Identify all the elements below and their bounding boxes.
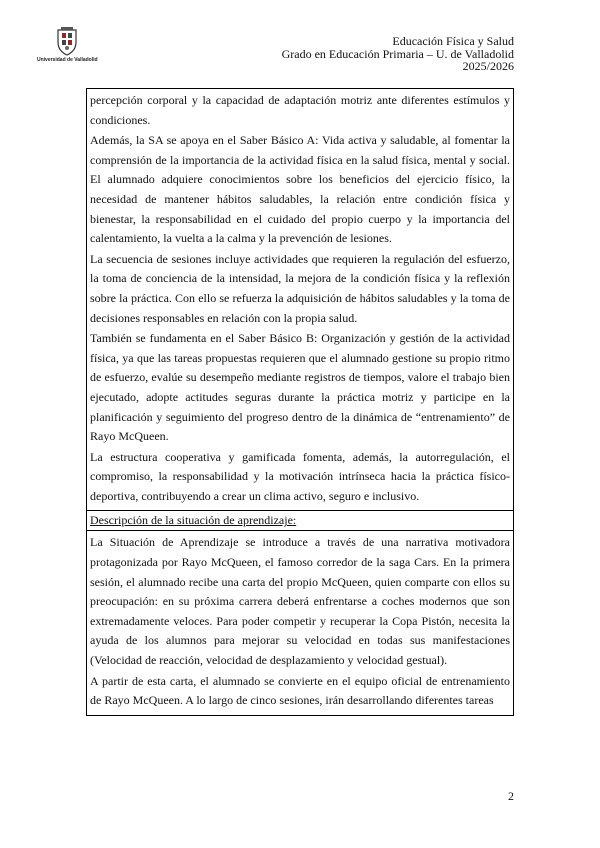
paragraph: También se fundamenta en el Saber Básico B: Organización y gestión de la actividad física, ya que las tareas propuestas requieren que el alumnado gestione su propio ritmo de esfuerzo, evalúe su desempeño mediante registros de tiempos, valore el trabajo bien ejecutado, adopte actitudes seguras durante la práctica motriz y participe en la planificación y seguimiento del progreso dentro de la dinámica de “entrenamiento” de Rayo McQueen. (90, 331, 510, 444)
paragraph: La Situación de Aprendizaje se introduce a través de una narrativa motivadora protagonizada por Rayo McQueen, el famoso corredor de la saga Cars. En la primera sesión, el alumnado recibe una carta del propio McQueen, quien comparte con ellos su preocupación: en su próxima carrera deberá enfrentarse a coches modernos que son extremadamente veloces. Para poder competir y recuperar la Copa Pistón, necesita la ayuda de los alumnos para mejorar su velocidad en todas sus manifestaciones (Velocidad de reacción, velocidad de desplazamiento y velocidad gestual). (90, 535, 510, 668)
header-subject: Educación Física y Salud (392, 34, 514, 48)
header-year: 2025/2026 (462, 59, 514, 73)
paragraph: Además, la SA se apoya en el Saber Básico A: Vida activa y saludable, al fomentar la comprensión de la importancia de la actividad física en la salud física, mental y social. El alumnado adquiere conocimientos sobre los beneficios del ejercicio físico, la necesidad de mantener hábitos saludables, la relación entre condición física y bienestar, la responsabilidad en el cuidado del propio cuerpo y la importancia del calentamiento, la vuelta a la calma y la prevención de lesiones. (90, 133, 510, 246)
university-logo (37, 26, 97, 66)
page-header (282, 35, 514, 73)
section-heading: Descripción de la situación de aprendizaje: (90, 513, 297, 528)
paragraph: A partir de esta carta, el alumnado se convierte en el equipo oficial de entrenamiento de Rayo McQueen. A lo largo de cinco sesiones, irán desarrollando diferentes tareas (90, 673, 510, 708)
paragraph: La estructura cooperativa y gamificada fomenta, además, la autorregulación, el compromiso, la responsabilidad y la motivación intrínseca hacia la práctica físico-deportiva, contribuyendo a crear un clima activo, seguro e inclusivo. (90, 449, 510, 503)
paragraph: percepción corporal y la capacidad de adaptación motriz ante diferentes estímulos y condiciones. (90, 93, 510, 127)
header-degree: Grado en Educación Primaria – U. de Valladolid (281, 46, 514, 61)
description-cell (86, 531, 514, 715)
content-table (86, 88, 514, 716)
justification-cell (86, 88, 514, 511)
logo-text: Universidad de Valladolid (37, 57, 98, 63)
paragraph: La secuencia de sesiones incluye actividades que requieren la regulación del esfuerzo, la toma de conciencia de la intensidad, la mejora de la condición física y la reflexión sobre la práctica. Con ello se refuerza la adquisición de hábitos saludables y la toma de decisiones responsables en relación con la propia salud. (90, 251, 510, 325)
page-number: 2 (508, 789, 514, 803)
description-heading-cell (86, 511, 514, 531)
university-crest-icon (55, 26, 79, 56)
